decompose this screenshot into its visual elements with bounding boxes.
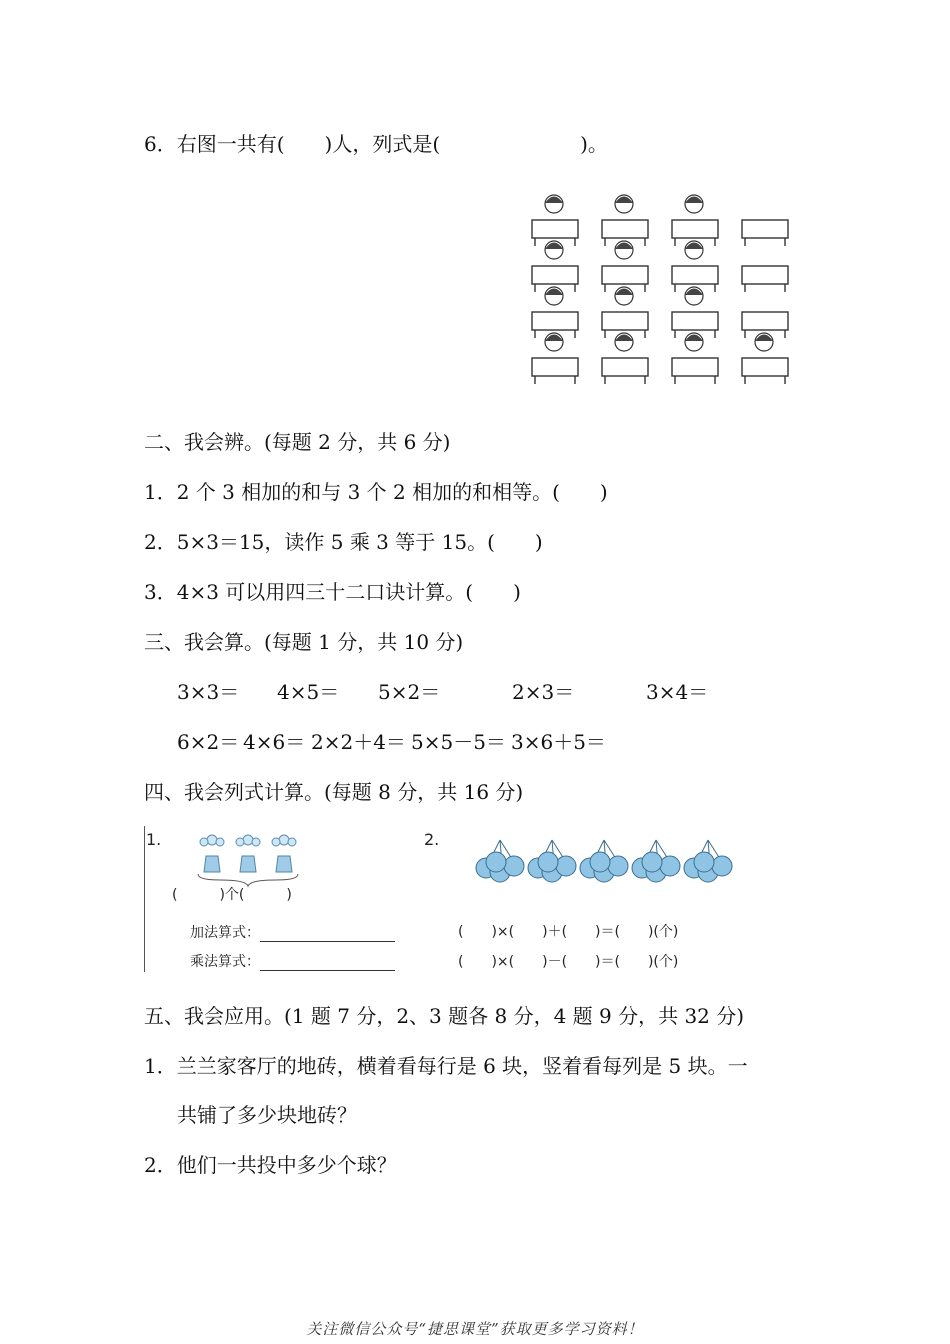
desk xyxy=(672,220,718,238)
desk xyxy=(742,266,788,284)
desk xyxy=(532,220,578,238)
calc-7: 4×6＝ xyxy=(243,730,306,754)
section-5-q1-line-1: 1．兰兰家客厅的地砖，横着看每行是 6 块，竖着看每列是 5 块。一 xyxy=(144,1054,748,1078)
calc-3: 5×2＝ xyxy=(378,680,441,704)
desk xyxy=(742,220,788,238)
desk xyxy=(742,312,788,330)
desk xyxy=(532,312,578,330)
addition-answer-line[interactable] xyxy=(260,927,395,942)
calc-2: 4×5＝ xyxy=(277,680,340,704)
problem-2-number: 2. xyxy=(424,830,440,849)
cherry-cluster xyxy=(632,840,680,882)
desk xyxy=(602,312,648,330)
calc-10: 3×6＋5＝ xyxy=(511,730,606,754)
classroom-illustration xyxy=(526,180,806,400)
multiplication-answer-line[interactable] xyxy=(260,956,395,971)
section-2-item-2: 2．5×3＝15，读作 5 乘 3 等于 15。( ) xyxy=(144,530,543,554)
desk-grid xyxy=(532,195,788,384)
vase-3 xyxy=(272,835,296,872)
addition-formula-row xyxy=(190,922,395,942)
calc-6: 6×2＝ xyxy=(177,730,240,754)
desk-legs xyxy=(745,376,785,384)
desk-legs xyxy=(605,376,645,384)
desk-legs xyxy=(535,376,575,384)
section-3-title: 三、我会算。(每题 1 分，共 10 分) xyxy=(144,630,464,654)
desk xyxy=(672,266,718,284)
section-5-q1-line-2: 共铺了多少块地砖？ xyxy=(177,1103,357,1127)
section-5-q2: 2．他们一共投中多少个球？ xyxy=(144,1153,397,1177)
problem-2-line-2: ( )×( )－( )＝( )(个) xyxy=(458,954,679,970)
desk xyxy=(532,358,578,376)
calc-8: 2×2＋4＝ xyxy=(311,730,406,754)
flower-vases-illustration xyxy=(190,828,320,888)
cherry-cluster xyxy=(684,840,732,882)
multiplication-formula-row xyxy=(190,951,395,971)
desk xyxy=(602,266,648,284)
desk-legs xyxy=(675,376,715,384)
problem-1-number: 1. xyxy=(146,830,162,849)
question-6: 6．右图一共有( )人，列式是( )。 xyxy=(144,132,608,156)
desk-legs xyxy=(745,284,785,292)
cherry-cluster xyxy=(476,840,524,882)
desk xyxy=(742,358,788,376)
calc-4: 2×3＝ xyxy=(512,680,575,704)
problem-2-line-1: ( )×( )＋( )＝( )(个) xyxy=(458,924,679,940)
multiplication-formula-label: 乘法算式： xyxy=(190,954,260,970)
calc-1: 3×3＝ xyxy=(177,680,240,704)
problem-1-brace-label: ( )个( ) xyxy=(172,887,292,903)
desk xyxy=(672,358,718,376)
desk xyxy=(672,312,718,330)
desk xyxy=(532,266,578,284)
desk xyxy=(602,220,648,238)
addition-formula-label: 加法算式： xyxy=(190,925,260,941)
section-2-title: 二、我会辨。(每题 2 分，共 6 分) xyxy=(144,430,451,454)
problem-box-divider xyxy=(144,826,145,972)
section-2-item-1: 1．2 个 3 相加的和与 3 个 2 相加的和相等。( ) xyxy=(144,480,608,504)
cherry-cluster xyxy=(580,840,628,882)
vase-2 xyxy=(236,835,260,872)
desk xyxy=(602,358,648,376)
section-5-title: 五、我会应用。(1 题 7 分，2、3 题各 8 分，4 题 9 分，共 32 分) xyxy=(144,1004,745,1028)
cherry-cluster xyxy=(528,840,576,882)
calc-5: 3×4＝ xyxy=(646,680,709,704)
section-2-item-3: 3．4×3 可以用四三十二口诀计算。( ) xyxy=(144,580,521,604)
desk-legs xyxy=(745,238,785,246)
vase-1 xyxy=(200,835,224,872)
cherries-illustration xyxy=(470,830,740,890)
section-4-title: 四、我会列式计算。(每题 8 分，共 16 分) xyxy=(144,780,524,804)
calc-9: 5×5－5＝ xyxy=(411,730,506,754)
footer-watermark: 关注微信公众号“捷思课堂”获取更多学习资料！ xyxy=(306,1320,644,1338)
